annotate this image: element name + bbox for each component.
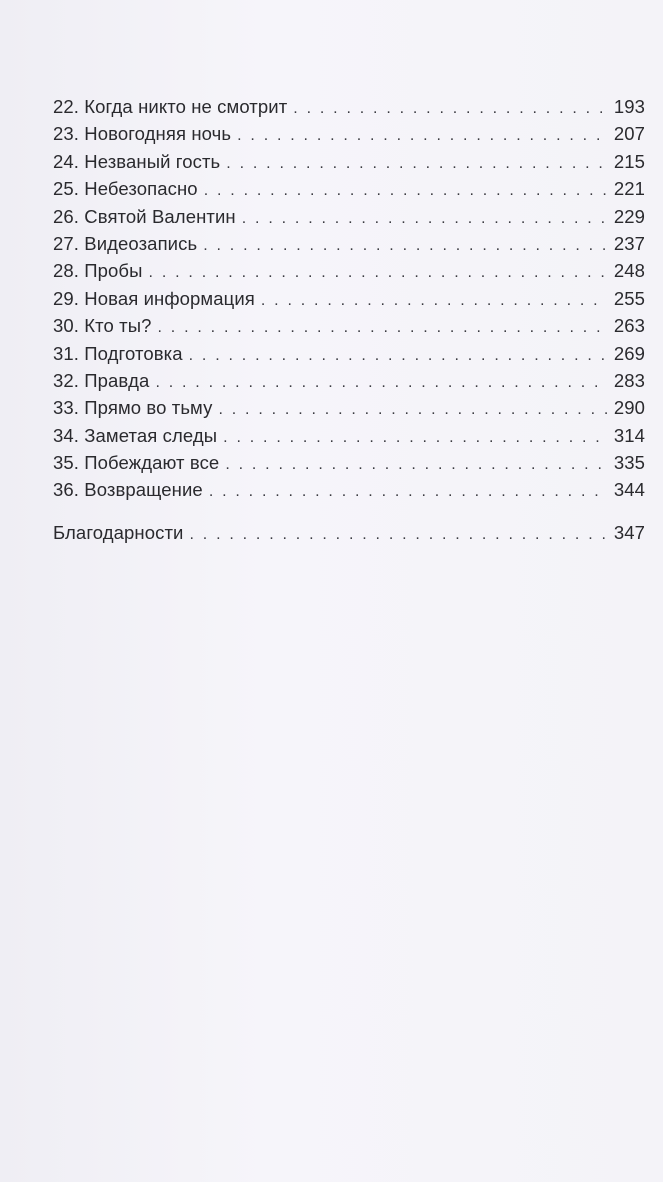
toc-entry-title: 31. Подготовка <box>53 342 183 364</box>
toc-entry <box>53 151 645 178</box>
toc-entry-page: 221 <box>613 178 645 200</box>
toc-entry-title: Благодарности <box>53 521 184 543</box>
dot-leader <box>204 182 607 200</box>
toc-entry <box>53 479 645 506</box>
toc-entry-page: 215 <box>613 150 645 172</box>
toc-entry <box>53 206 645 233</box>
toc-entry-title: 30. Кто ты? <box>53 315 152 337</box>
dot-leader <box>189 526 607 544</box>
toc-entry-page: 207 <box>613 123 645 145</box>
dot-leader <box>155 374 607 392</box>
toc-entry <box>53 315 645 342</box>
toc-entry-page: 344 <box>613 479 645 501</box>
section-gap <box>53 507 645 522</box>
toc-entry-title: 26. Святой Валентин <box>53 205 236 227</box>
table-of-contents <box>53 96 645 549</box>
dot-leader <box>237 127 607 145</box>
dot-leader <box>218 401 607 419</box>
toc-entry-page: 263 <box>613 315 645 337</box>
dot-leader <box>149 264 607 282</box>
dot-leader <box>209 483 607 501</box>
dot-leader <box>261 292 607 310</box>
toc-entry-page: 269 <box>613 342 645 364</box>
toc-entry <box>53 370 645 397</box>
dot-leader <box>203 237 607 255</box>
toc-entry <box>53 96 645 123</box>
dot-leader <box>158 319 608 337</box>
toc-entry-title: 24. Незваный гость <box>53 150 221 172</box>
toc-entry-page: 347 <box>613 521 645 543</box>
toc-entry-title: 35. Побеждают все <box>53 452 220 474</box>
toc-entry-page: 193 <box>613 96 645 117</box>
dot-leader <box>225 456 607 474</box>
toc-entry-page: 255 <box>613 287 645 309</box>
dot-leader <box>226 155 607 173</box>
toc-entry <box>53 452 645 479</box>
toc-entry-title: 36. Возвращение <box>53 479 203 501</box>
toc-entry-title: 23. Новогодняя ночь <box>53 123 232 145</box>
toc-entry-acknowledgements <box>53 522 645 549</box>
dot-leader <box>293 100 607 118</box>
toc-entry <box>53 178 645 205</box>
toc-entry-page: 237 <box>613 232 645 254</box>
toc-entry-title: 25. Небезопасно <box>53 178 198 200</box>
toc-entry <box>53 233 645 260</box>
toc-entry <box>53 288 645 315</box>
toc-entry-page: 290 <box>613 397 645 419</box>
toc-entry-page: 248 <box>613 260 645 282</box>
toc-entry-title: 28. Пробы <box>53 260 143 282</box>
toc-entry <box>53 397 645 424</box>
toc-entry-page: 283 <box>613 369 645 391</box>
toc-entry <box>53 123 645 150</box>
toc-entry-title: 29. Новая информация <box>53 287 255 309</box>
toc-entry-page: 314 <box>613 424 645 446</box>
dot-leader <box>189 347 607 365</box>
toc-entry-title: 27. Видеозапись <box>53 232 198 254</box>
toc-entry <box>53 425 645 452</box>
toc-entry-title: 34. Заметая следы <box>53 424 218 446</box>
toc-entry-title: 32. Правда <box>53 369 150 391</box>
dot-leader <box>242 210 607 228</box>
toc-entry-page: 229 <box>613 205 645 227</box>
toc-entry <box>53 343 645 370</box>
toc-entry-title: 33. Прямо во тьму <box>53 397 213 419</box>
toc-entry-page: 335 <box>613 452 645 474</box>
dot-leader <box>223 429 607 447</box>
toc-entry-title: 22. Когда никто не смотрит <box>53 96 288 117</box>
toc-entry <box>53 260 645 287</box>
